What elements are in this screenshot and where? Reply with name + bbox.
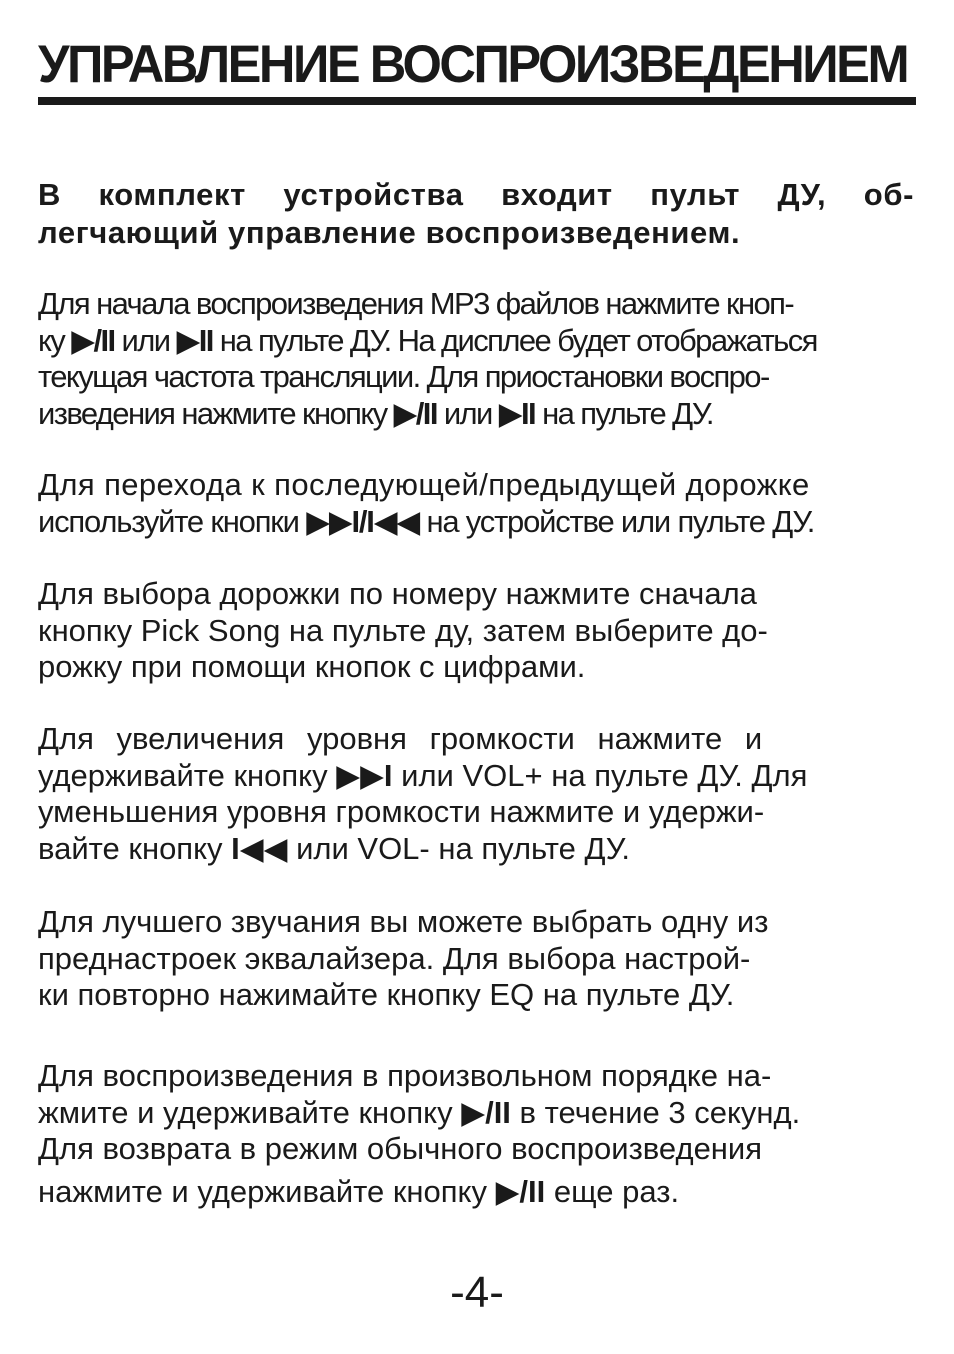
text: на пульте ДУ. На дисплее будет отображаться [219, 322, 817, 358]
text: в течение 3 секунд. [519, 1094, 801, 1130]
text: нажмите и удерживайте кнопку [38, 1173, 487, 1209]
text: на пульте ДУ. [542, 395, 713, 431]
text: или VOL+ на пульте ДУ. Для [401, 757, 808, 793]
p6-line-1: Для воспроизведения в произвольном порядке на- [38, 1058, 772, 1093]
p1-line-3: текущая частота трансляции. Для приостановки воспро- [38, 359, 769, 394]
p1-line-1: Для начала воспроизведения MP3 файлов нажмите кноп- [38, 286, 794, 321]
paragraph-volume [38, 721, 914, 867]
text: используйте кнопки [38, 503, 299, 539]
paragraph-play [38, 286, 914, 432]
play-pause-icon: ▶/II [495, 1173, 546, 1209]
paragraph-equalizer [38, 904, 914, 1014]
intro-line-1: В комплект устройства входит пульт ДУ, об- [38, 177, 914, 212]
next-prev-icon: ▶▶I/I◀◀ [306, 503, 420, 539]
p4-line-2 [38, 758, 914, 795]
p2-line-2 [38, 504, 914, 541]
p2-line-1: Для перехода к последующей/предыдущей дорожке [38, 467, 810, 502]
prev-icon: I◀◀ [231, 830, 288, 866]
p6-line-3: Для возврата в режим обычного воспроизведения [38, 1131, 763, 1166]
p1-line-4 [38, 396, 914, 433]
play-pause-icon: ▶/II [71, 322, 115, 358]
p5-line-2: преднастроек эквалайзера. Для выбора настрой- [38, 940, 751, 976]
play-pause-alt-icon: ▶II [498, 395, 536, 431]
text: вайте кнопку [38, 830, 223, 866]
p3-line-2: кнопку Pick Song на пульте ду, затем выберите до- [38, 612, 768, 648]
play-pause-icon: ▶/II [461, 1094, 511, 1130]
title-underline [38, 97, 916, 105]
intro-paragraph [38, 176, 914, 252]
text: ку [38, 322, 65, 358]
text: жмите и удерживайте кнопку [38, 1094, 453, 1130]
text: еще раз. [553, 1173, 680, 1209]
p6-line-4 [38, 1174, 914, 1211]
text: или [121, 322, 170, 358]
paragraph-track-nav [38, 467, 914, 540]
text: или [443, 395, 492, 431]
text: или VOL- на пульте ДУ. [296, 830, 630, 866]
next-icon: ▶▶I [336, 757, 393, 793]
p1-line-2 [38, 323, 914, 360]
play-pause-alt-icon: ▶II [176, 322, 213, 358]
p4-line-4 [38, 831, 914, 868]
paragraph-shuffle [38, 1058, 914, 1210]
p5-line-1: Для лучшего звучания вы можете выбрать одну из [38, 904, 769, 939]
p5-line-3: ки повторно нажимайте кнопку EQ на пульте ДУ. [38, 977, 735, 1012]
p4-line-3: уменьшения уровня громкости нажмите и удержи- [38, 794, 765, 829]
paragraph-pick-song [38, 576, 914, 686]
text: на устройстве или пульте ДУ. [426, 503, 815, 539]
p6-line-2 [38, 1095, 914, 1132]
p4-line-1: Для увеличения уровня громкости нажмите и [38, 721, 763, 756]
p3-line-1: Для выбора дорожки по номеру нажмите сначала [38, 576, 757, 611]
p3-line-3: рожку при помощи кнопок с цифрами. [38, 649, 586, 684]
intro-line-2: легчающий управление воспроизведением. [38, 215, 741, 250]
text: удерживайте кнопку [38, 757, 328, 793]
page-number: -4- [450, 1268, 504, 1317]
play-pause-icon: ▶/II [393, 395, 437, 431]
text: изведения нажмите кнопку [38, 395, 387, 431]
page-title: УПРАВЛЕНИЕ ВОСПРОИЗВЕДЕНИЕМ [38, 35, 908, 94]
